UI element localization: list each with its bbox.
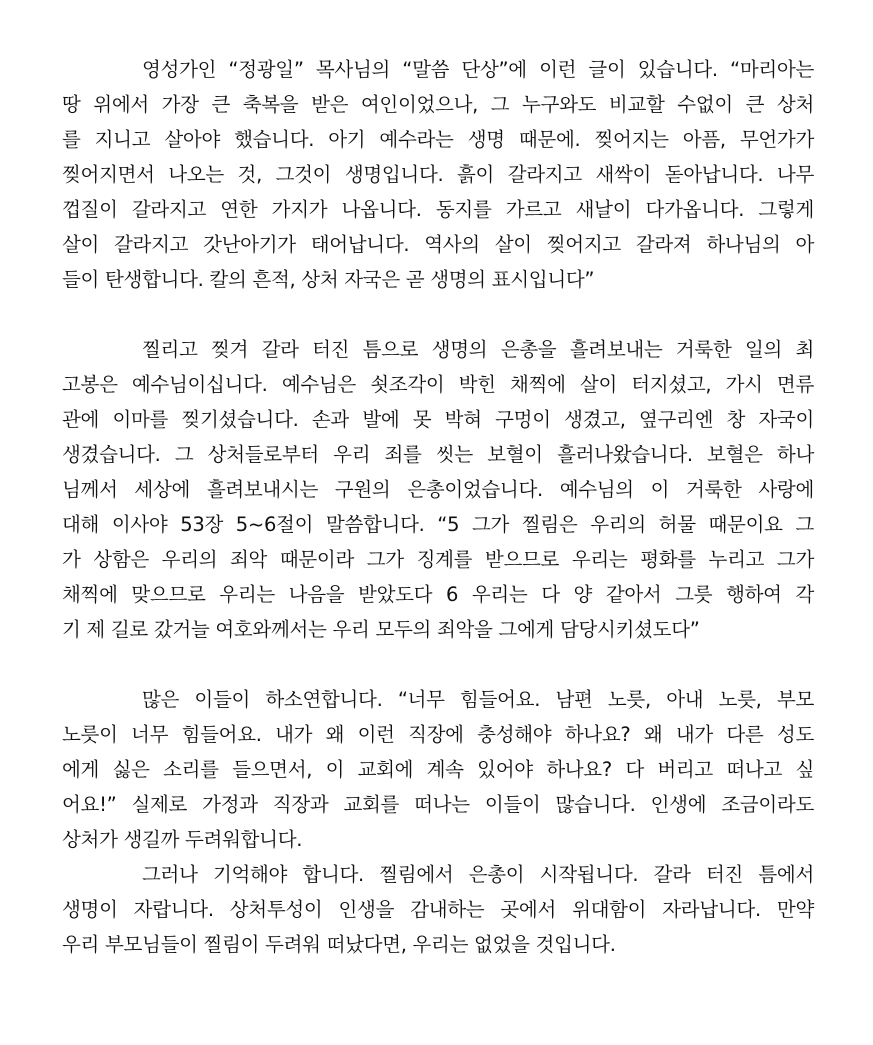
text-line: 찔리고 찢겨 갈라 터진 틈으로 생명의 은총을 흘려보내는 거룩한 일의 최 bbox=[142, 338, 814, 361]
text-line: 들이 탄생합니다. 칼의 흔적, 상처 자국은 곧 생명의 표시입니다” bbox=[62, 268, 595, 291]
text-line: 를 지니고 살아야 했습니다. 아기 예수라는 생명 때문에. 찢어지는 아픔, 무언가가 bbox=[62, 128, 814, 151]
text-line: 에게 싫은 소리를 들으면서, 이 교회에 계속 있어야 하나요? 다 버리고 떠나고 싶 bbox=[62, 758, 814, 781]
text-line: 상처가 생길까 두려워합니다. bbox=[62, 828, 303, 851]
paragraph-spacer bbox=[62, 297, 814, 332]
text-line: 생명이 자랍니다. 상처투성이 인생을 감내하는 곳에서 위대함이 자라납니다. 만약 bbox=[62, 898, 814, 921]
text-line: 많은 이들이 하소연합니다. “너무 힘들어요. 남편 노릇, 아내 노릇, 부모 bbox=[142, 688, 814, 711]
text-line: 살이 갈라지고 갓난아기가 태어납니다. 역사의 살이 찢어지고 갈라져 하나님의 아 bbox=[62, 233, 814, 256]
text-line: 채찍에 맞으므로 우리는 나음을 받았도다 6 우리는 다 양 같아서 그릇 행하여 각 bbox=[62, 583, 814, 606]
document-body bbox=[62, 52, 814, 962]
text-line: 기 제 길로 갔거늘 여호와께서는 우리 모두의 죄악을 그에게 담당시키셨도다” bbox=[62, 618, 700, 641]
text-line: 땅 위에서 가장 큰 축복을 받은 여인이었으나, 그 누구와도 비교할 수없이 큰 상처 bbox=[62, 93, 814, 116]
text-line: 어요!” 실제로 가정과 직장과 교회를 떠나는 이들이 많습니다. 인생에 조금이라도 bbox=[62, 793, 814, 816]
paragraph-1 bbox=[62, 52, 814, 297]
paragraph-3 bbox=[62, 682, 814, 857]
text-line: 노릇이 너무 힘들어요. 내가 왜 이런 직장에 충성해야 하나요? 왜 내가 다른 성도 bbox=[62, 723, 814, 746]
text-line: 우리 부모님들이 찔림이 두려워 떠났다면, 우리는 없었을 것입니다. bbox=[62, 933, 616, 956]
text-line: 가 상함은 우리의 죄악 때문이라 그가 징계를 받으므로 우리는 평화를 누리고 그가 bbox=[62, 548, 814, 571]
paragraph-4 bbox=[62, 857, 814, 962]
text-line: 관에 이마를 찢기셨습니다. 손과 발에 못 박혀 구멍이 생겼고, 옆구리엔 창 자국이 bbox=[62, 408, 814, 431]
paragraph-spacer bbox=[62, 647, 814, 682]
paragraph-2 bbox=[62, 332, 814, 647]
text-line: 대해 이사야 53장 5~6절이 말씀합니다. “5 그가 찔림은 우리의 허물 때문이요 그 bbox=[62, 513, 814, 536]
text-line: 영성가인 “정광일” 목사님의 “말씀 단상”에 이런 글이 있습니다. “마리아는 bbox=[142, 58, 814, 81]
text-line: 그러나 기억해야 합니다. 찔림에서 은총이 시작됩니다. 갈라 터진 틈에서 bbox=[142, 863, 814, 886]
text-line: 생겼습니다. 그 상처들로부터 우리 죄를 씻는 보혈이 흘러나왔습니다. 보혈은 하나 bbox=[62, 443, 814, 466]
text-line: 고봉은 예수님이십니다. 예수님은 쇳조각이 박힌 채찍에 살이 터지셨고, 가시 면류 bbox=[62, 373, 814, 396]
text-line: 찢어지면서 나오는 것, 그것이 생명입니다. 흙이 갈라지고 새싹이 돋아납니다. 나무 bbox=[62, 163, 814, 186]
text-line: 님께서 세상에 흘려보내시는 구원의 은총이었습니다. 예수님의 이 거룩한 사랑에 bbox=[62, 478, 814, 501]
text-line: 껍질이 갈라지고 연한 가지가 나옵니다. 동지를 가르고 새날이 다가옵니다. 그렇게 bbox=[62, 198, 814, 221]
